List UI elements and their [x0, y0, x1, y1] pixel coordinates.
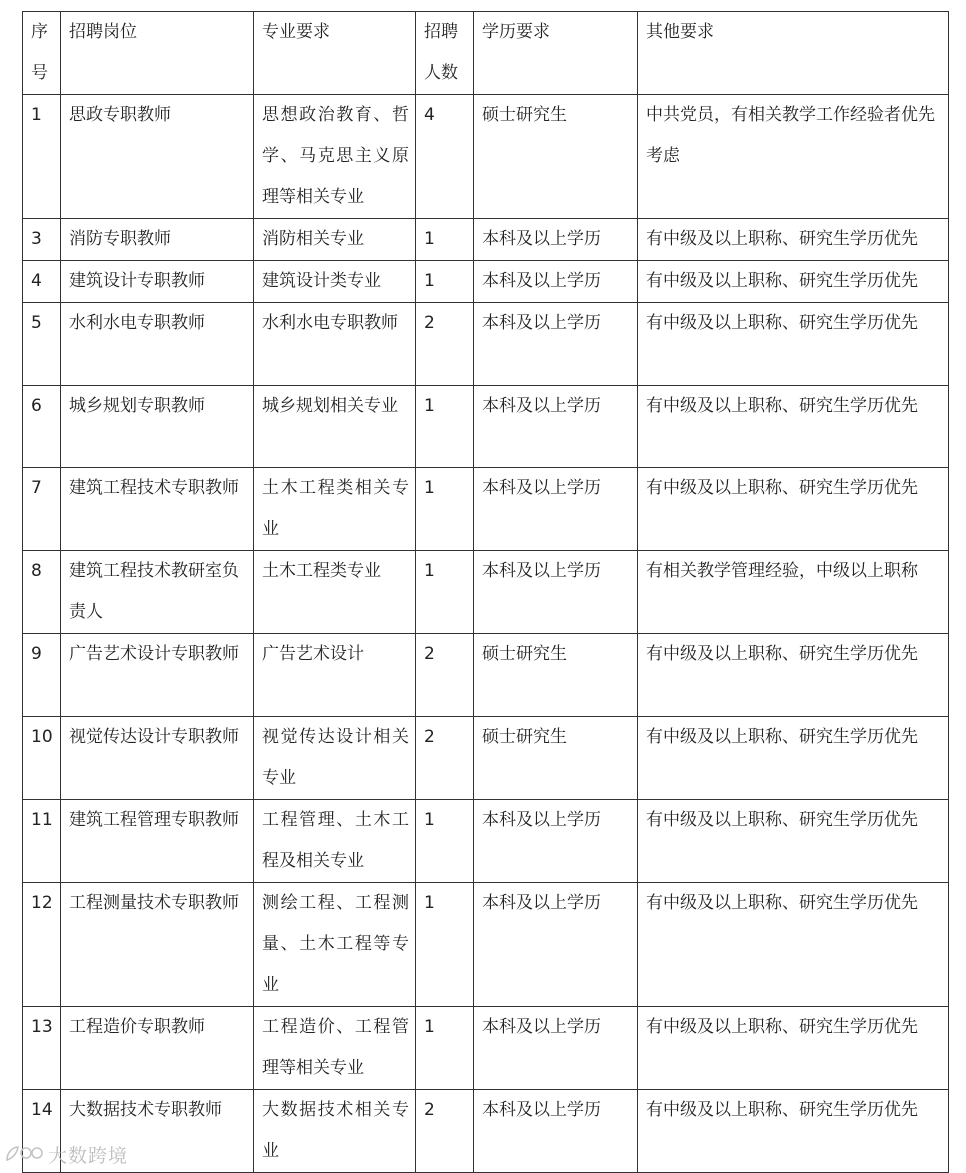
- cell-index: 6: [23, 386, 61, 468]
- cell-other: 有中级及以上职称、研究生学历优先: [638, 1090, 949, 1173]
- cell-major: 测绘工程、工程测量、土木工程等专业: [254, 883, 416, 1007]
- table-row: [23, 1090, 949, 1173]
- header-position: 招聘岗位: [61, 12, 254, 95]
- cell-major: 水利水电专职教师: [254, 303, 416, 386]
- recruitment-table: [22, 11, 949, 1173]
- cell-major: 大数据技术相关专业: [254, 1090, 416, 1173]
- cell-index: 13: [23, 1007, 61, 1090]
- cell-count: 1: [416, 800, 474, 883]
- cell-index: 1: [23, 95, 61, 219]
- watermark: [4, 1139, 128, 1169]
- table-row: [23, 386, 949, 468]
- cell-index: 12: [23, 883, 61, 1007]
- cell-education: 本科及以上学历: [474, 883, 638, 1007]
- header-major: 专业要求: [254, 12, 416, 95]
- cell-count: 2: [416, 634, 474, 717]
- cell-count: 1: [416, 551, 474, 634]
- cell-count: 1: [416, 468, 474, 551]
- cell-major: 视觉传达设计相关专业: [254, 717, 416, 800]
- table-row: [23, 800, 949, 883]
- cell-position: 城乡规划专职教师: [61, 386, 254, 468]
- cell-position: 大数据技术专职教师: [61, 1090, 254, 1173]
- cell-position: 水利水电专职教师: [61, 303, 254, 386]
- cell-other: 有中级及以上职称、研究生学历优先: [638, 883, 949, 1007]
- cell-position: 广告艺术设计专职教师: [61, 634, 254, 717]
- cell-index: 3: [23, 219, 61, 261]
- cell-education: 硕士研究生: [474, 717, 638, 800]
- cell-education: 本科及以上学历: [474, 1090, 638, 1173]
- cell-major: 广告艺术设计: [254, 634, 416, 717]
- cell-other: 有中级及以上职称、研究生学历优先: [638, 800, 949, 883]
- table-row: [23, 219, 949, 261]
- cell-education: 本科及以上学历: [474, 219, 638, 261]
- table-row: [23, 468, 949, 551]
- cell-other: 有中级及以上职称、研究生学历优先: [638, 1007, 949, 1090]
- cell-education: 本科及以上学历: [474, 468, 638, 551]
- table-row: [23, 717, 949, 800]
- cell-count: 1: [416, 261, 474, 303]
- cell-education: 硕士研究生: [474, 634, 638, 717]
- cell-position: 建筑工程技术教研室负责人: [61, 551, 254, 634]
- cell-index: 14: [23, 1090, 61, 1173]
- cell-position: 思政专职教师: [61, 95, 254, 219]
- cell-count: 1: [416, 1007, 474, 1090]
- cell-position: 工程测量技术专职教师: [61, 883, 254, 1007]
- cell-major: 思想政治教育、哲学、马克思主义原理等相关专业: [254, 95, 416, 219]
- cell-count: 2: [416, 303, 474, 386]
- cell-position: 建筑工程技术专职教师: [61, 468, 254, 551]
- table-row: [23, 634, 949, 717]
- cell-other: 有中级及以上职称、研究生学历优先: [638, 219, 949, 261]
- table-row: [23, 95, 949, 219]
- cell-major: 工程造价、工程管理等相关专业: [254, 1007, 416, 1090]
- cell-count: 1: [416, 883, 474, 1007]
- cell-position: 建筑工程管理专职教师: [61, 800, 254, 883]
- cell-education: 本科及以上学历: [474, 1007, 638, 1090]
- cell-education: 硕士研究生: [474, 95, 638, 219]
- cell-index: 8: [23, 551, 61, 634]
- header-education: 学历要求: [474, 12, 638, 95]
- cell-other: 有中级及以上职称、研究生学历优先: [638, 634, 949, 717]
- cell-position: 建筑设计专职教师: [61, 261, 254, 303]
- cell-position: 消防专职教师: [61, 219, 254, 261]
- table-row: [23, 883, 949, 1007]
- cell-index: 5: [23, 303, 61, 386]
- table-row: [23, 261, 949, 303]
- cell-other: 有中级及以上职称、研究生学历优先: [638, 303, 949, 386]
- cell-position: 视觉传达设计专职教师: [61, 717, 254, 800]
- watermark-text: 大数跨境: [48, 1144, 129, 1167]
- cell-count: 4: [416, 95, 474, 219]
- cell-other: 有中级及以上职称、研究生学历优先: [638, 468, 949, 551]
- cell-other: 有相关教学管理经验，中级以上职称: [638, 551, 949, 634]
- cell-index: 11: [23, 800, 61, 883]
- cell-other: 有中级及以上职称、研究生学历优先: [638, 717, 949, 800]
- cell-count: 1: [416, 386, 474, 468]
- cell-index: 10: [23, 717, 61, 800]
- cell-count: 1: [416, 219, 474, 261]
- cell-count: 2: [416, 1090, 474, 1173]
- table-row: [23, 551, 949, 634]
- cell-education: 本科及以上学历: [474, 800, 638, 883]
- cell-position: 工程造价专职教师: [61, 1007, 254, 1090]
- header-other: 其他要求: [638, 12, 949, 95]
- cell-major: 消防相关专业: [254, 219, 416, 261]
- header-index: 序号: [23, 12, 61, 95]
- cell-index: 7: [23, 468, 61, 551]
- table-row: [23, 1007, 949, 1090]
- cell-major: 工程管理、土木工程及相关专业: [254, 800, 416, 883]
- cell-education: 本科及以上学历: [474, 261, 638, 303]
- cell-other: 有中级及以上职称、研究生学历优先: [638, 261, 949, 303]
- table-header-row: [23, 12, 949, 95]
- cell-major: 城乡规划相关专业: [254, 386, 416, 468]
- cell-count: 2: [416, 717, 474, 800]
- cell-other: 中共党员，有相关教学工作经验者优先考虑: [638, 95, 949, 219]
- table-body: [23, 95, 949, 1173]
- cell-index: 9: [23, 634, 61, 717]
- cell-major: 建筑设计类专业: [254, 261, 416, 303]
- cell-education: 本科及以上学历: [474, 551, 638, 634]
- cell-education: 本科及以上学历: [474, 303, 638, 386]
- cell-other: 有中级及以上职称、研究生学历优先: [638, 386, 949, 468]
- cell-major: 土木工程类专业: [254, 551, 416, 634]
- cell-education: 本科及以上学历: [474, 386, 638, 468]
- table-row: [23, 303, 949, 386]
- cell-index: 4: [23, 261, 61, 303]
- leaf-logo-icon: [4, 1142, 44, 1166]
- recruitment-table-container: [22, 11, 949, 1173]
- header-count: 招聘人数: [416, 12, 474, 95]
- cell-major: 土木工程类相关专业: [254, 468, 416, 551]
